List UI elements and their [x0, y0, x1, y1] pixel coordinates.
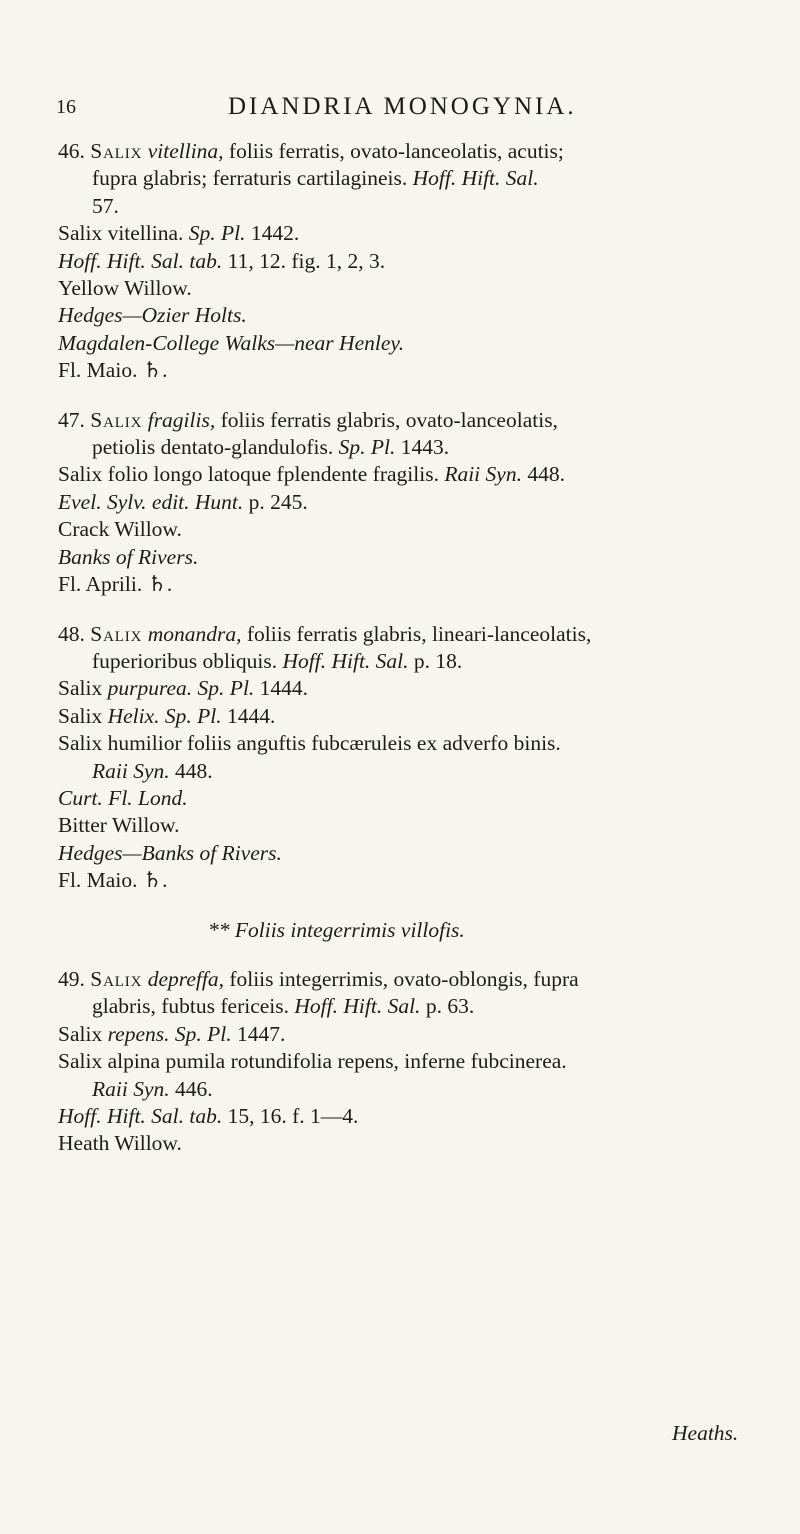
flowering-line: Fl. Aprili. ♄.: [58, 572, 173, 597]
genus-name: Salix: [90, 139, 143, 163]
catchword: Heaths.: [672, 1421, 739, 1445]
common-name: Heath Willow.: [58, 1131, 182, 1156]
locality-line: Magdalen-College Walks—near Henley.: [58, 330, 405, 355]
synonym-line: Hoff. Hift. Sal. tab. 11, 12. fig. 1, 2, 3.: [58, 248, 386, 273]
species-entry-47: [58, 407, 798, 599]
species-name: fragilis,: [147, 407, 216, 432]
reference: Hoff. Hift. Sal.: [294, 994, 421, 1019]
diagnosis-text: p. 63.: [425, 994, 475, 1019]
synonym-line: Salix vitellina. Sp. Pl. 1442.: [58, 221, 300, 246]
diagnosis-text: petiolis dentato-glandulofis.: [92, 435, 334, 460]
diagnosis-text: fuperioribus obliquis.: [92, 648, 278, 673]
habitat-line: Hedges—Ozier Holts.: [58, 303, 247, 328]
synonym-line: Curt. Fl. Lond.: [58, 785, 188, 810]
entry-diagnosis-line: [58, 993, 798, 1020]
synonym-line: Evel. Sylv. edit. Hunt. p. 245.: [58, 489, 308, 514]
synonym-line: Salix folio longo latoque fplendente fragilis. Raii Syn. 448.: [58, 462, 565, 487]
synonym-line: Salix Helix. Sp. Pl. 1444.: [58, 703, 276, 728]
entry-first-line: [58, 138, 798, 165]
synonym-line: Salix humilior foliis anguftis fubcæruleis ex adverfo binis.: [58, 731, 561, 756]
genus-name: Salix: [90, 966, 143, 991]
page-body: [58, 138, 798, 1180]
species-name: depreffa,: [147, 966, 224, 991]
species-entry-48: [58, 621, 798, 895]
diagnosis-text: foliis integerrimis, ovato-oblongis, fupra: [229, 966, 579, 991]
species-entry-46: [58, 138, 798, 385]
synonym-line: Raii Syn. 448.: [92, 758, 213, 783]
entry-number: 46.: [58, 139, 85, 163]
synonym-line: Salix alpina pumila rotundifolia repens, inferne fubcinerea.: [58, 1049, 567, 1074]
entry-number: 49.: [58, 966, 85, 991]
entry-diagnosis-line: [58, 165, 798, 192]
common-name: Yellow Willow.: [58, 276, 192, 301]
genus-name: Salix: [90, 407, 143, 432]
diagnosis-text: 1443.: [400, 435, 450, 460]
reference: Hoff. Hift. Sal.: [282, 648, 409, 673]
diagnosis-text: foliis ferratis glabris, lineari-lanceolatis,: [246, 621, 592, 646]
synonym-line: Hoff. Hift. Sal. tab. 15, 16. f. 1—4.: [58, 1104, 359, 1128]
diagnosis-text: 57.: [92, 193, 119, 218]
entry-first-line: [58, 966, 798, 993]
synonym-line: Salix purpurea. Sp. Pl. 1444.: [58, 676, 309, 701]
common-name: Crack Willow.: [58, 517, 182, 542]
diagnosis-text: glabris, fubtus fericeis.: [92, 994, 290, 1019]
page-number: 16: [56, 96, 76, 118]
diagnosis-text: foliis ferratis glabris, ovato-lanceolatis,: [220, 407, 558, 432]
flowering-line: Fl. Maio. ♄.: [58, 868, 168, 893]
habitat-line: Hedges—Banks of Rivers.: [58, 840, 282, 865]
entry-diagnosis-line: [58, 434, 798, 461]
synonym-line: Salix repens. Sp. Pl. 1447.: [58, 1021, 286, 1046]
diagnosis-text: p. 18.: [413, 648, 463, 673]
diagnosis-text: fupra glabris; ferraturis cartilagineis.: [92, 166, 408, 191]
species-name: monandra,: [147, 621, 242, 646]
species-entry-49: [58, 966, 798, 1158]
diagnosis-text: foliis ferratis, ovato-lanceolatis, acutis;: [228, 139, 564, 163]
reference: Hoff. Hift. Sal.: [412, 166, 539, 191]
genus-name: Salix: [90, 621, 143, 646]
entry-diagnosis-line: [58, 193, 798, 220]
synonym-line: Raii Syn. 446.: [92, 1076, 213, 1101]
entry-number: 48.: [58, 621, 85, 646]
entry-first-line: [58, 621, 798, 648]
flowering-line: Fl. Maio. ♄.: [58, 358, 168, 383]
entry-first-line: [58, 407, 798, 434]
entry-number: 47.: [58, 407, 85, 432]
entry-diagnosis-line: [58, 648, 798, 675]
running-title: DIANDRIA MONOGYNIA.: [228, 93, 577, 120]
section-heading: ** Foliis integerrimis villofis.: [208, 917, 465, 942]
species-name: vitellina,: [147, 139, 224, 163]
habitat-line: Banks of Rivers.: [58, 544, 199, 569]
common-name: Bitter Willow.: [58, 813, 180, 838]
reference: Sp. Pl.: [338, 435, 396, 460]
